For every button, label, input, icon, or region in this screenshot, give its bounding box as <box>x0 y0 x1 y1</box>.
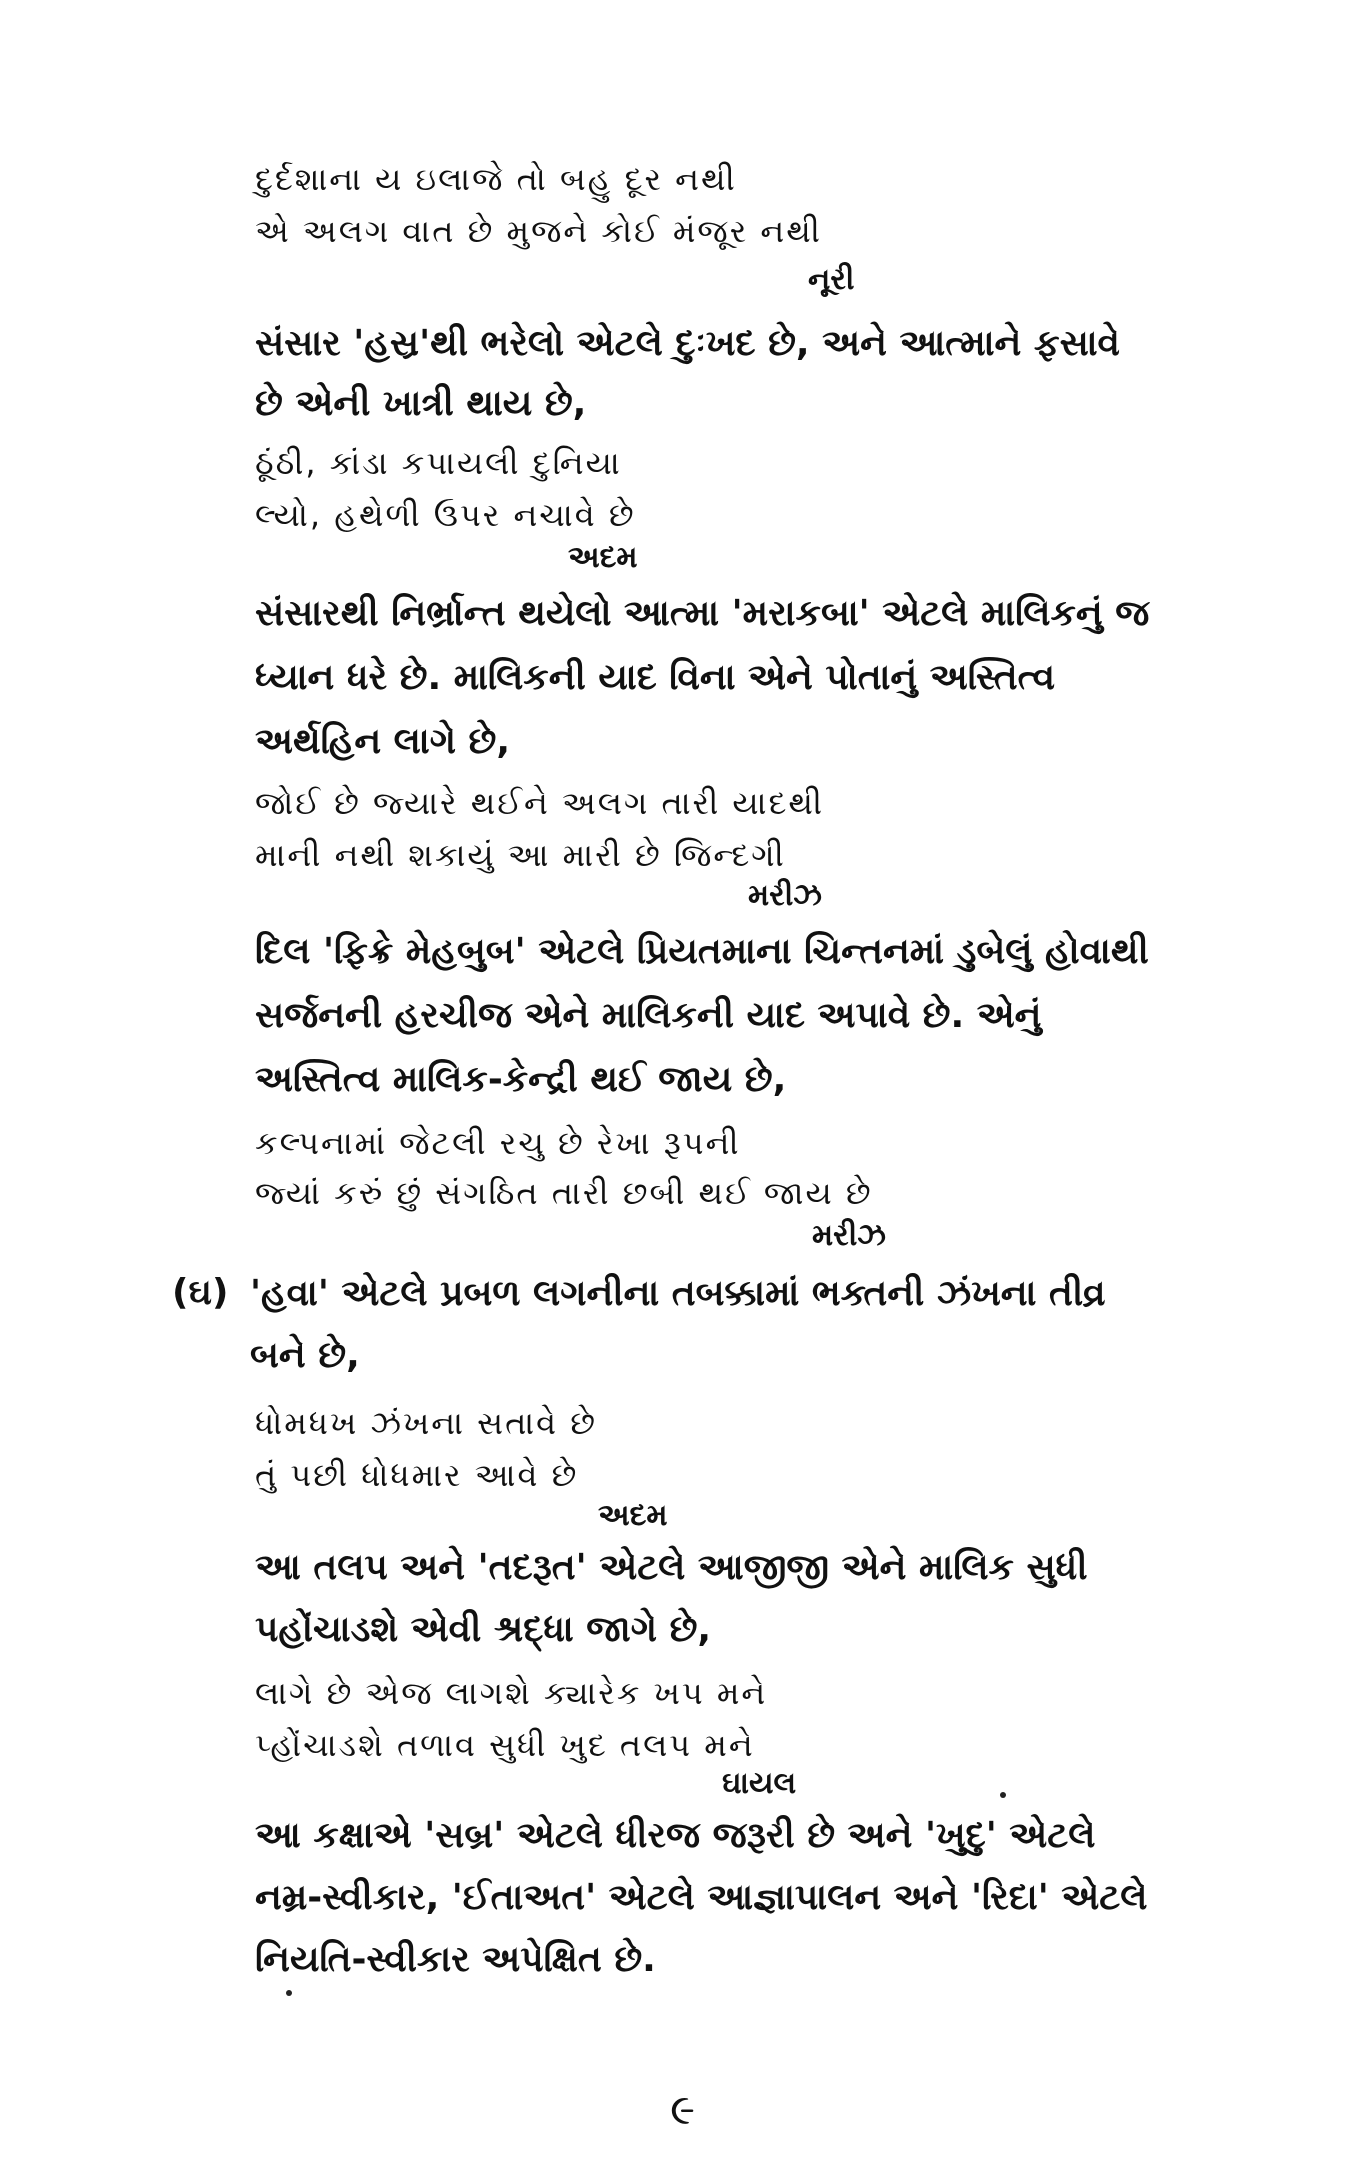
poem-line: માની નથી શકાયું આ મારી છે જિન્દગી <box>255 836 786 874</box>
poem-line: તું પછી ધોધમાર આવે છે <box>255 1456 579 1494</box>
prose-line: આ તલપ અને 'તદરૂત' એટલે આજીજી એને માલિક સુધી <box>255 1547 1088 1588</box>
poem-couplet <box>255 1674 767 1778</box>
prose-line: સંસાર 'હસ્ર'થી ભરેલો એટલે દુઃખદ છે, અને આત્માને ફસાવે <box>255 323 1120 364</box>
prose-paragraph <box>255 322 1120 442</box>
poem-line: કલ્પનામાં જેટલી રચુ છે રેખા રૂપની <box>255 1124 741 1162</box>
prose-line: સંસારથી નિર્ભ્રાન્ત થયેલો આત્મા 'મરાકબા' એટલે માલિકનું જ <box>255 593 1150 634</box>
poem-couplet <box>255 160 822 264</box>
poem-line: જ્યાં કરું છું સંગઠિત તારી છબી થઈ જાય છે <box>255 1174 873 1212</box>
poem-couplet <box>255 1404 597 1508</box>
poem-line: લાગે છે એજ લાગશે ક્યારેક ખપ મને <box>255 1674 768 1712</box>
page-number: ૯ <box>670 2085 695 2134</box>
poem-couplet <box>255 444 636 548</box>
poem-line: એ અલગ વાત છે મુજને કોઈ મંજૂર નથી <box>255 212 822 250</box>
ink-speck <box>1000 1792 1006 1798</box>
prose-line: અસ્તિત્વ માલિક-કેન્દ્રી થઈ જાય છે, <box>255 1059 787 1100</box>
prose-line: આ કક્ષાએ 'સબ્ર' એટલે ધીરજ જરૂરી છે અને 'ખુદુ' એટલે <box>255 1815 1096 1856</box>
prose-paragraph <box>255 1546 1088 1670</box>
poem-line: લ્યો, હથેળી ઉપર નચાવે છે <box>255 496 636 534</box>
poem-couplet <box>255 1124 873 1224</box>
prose-paragraph <box>255 930 1149 1122</box>
section-marker: (ઘ) <box>172 1272 229 1313</box>
poem-line: ઠૂંઠી, કાંડા કપાયલી દુનિયા <box>255 444 622 482</box>
poet-attribution: નૂરી <box>808 262 855 297</box>
prose-line: નિયતિ-સ્વીકાર અપેક્ષિત છે. <box>255 1939 656 1980</box>
prose-line: નમ્ર-સ્વીકાર, 'ઈતાઅત' એટલે આજ્ઞાપાલન અને 'રિદા' એટલે <box>255 1877 1148 1918</box>
prose-line: બને છે, <box>250 1335 360 1376</box>
prose-line: પહોંચાડશે એવી શ્રદ્ધા જાગે છે, <box>255 1609 712 1650</box>
prose-line: અર્થહિન લાગે છે, <box>255 721 511 762</box>
prose-line: દિલ 'ફિક્રે મેહબુબ' એટલે પ્રિયતમાના ચિન્તનમાં ડુબેલું હોવાથી <box>255 931 1149 972</box>
ink-speck <box>286 1990 292 1996</box>
prose-line: છે એની ખાત્રી થાય છે, <box>255 383 587 424</box>
prose-paragraph <box>255 592 1149 784</box>
prose-paragraph <box>250 1272 1106 1396</box>
poem-line: દુર્દશાના ય ઇલાજે તો બહુ દૂર નથી <box>255 160 737 198</box>
prose-line: સર્જનની હરચીજ એને માલિકની યાદ અપાવે છે. એનું <box>255 995 1042 1036</box>
poet-attribution: અદમ <box>598 1498 668 1533</box>
poem-couplet <box>255 784 824 888</box>
poet-attribution: મરીઝ <box>812 1218 886 1253</box>
poet-attribution: મરીઝ <box>748 878 822 913</box>
prose-paragraph <box>255 1814 1147 2000</box>
poem-line: પ્હોંચાડશે તળાવ સુધી ખુદ તલપ મને <box>255 1726 755 1764</box>
poem-line: જોઈ છે જ્યારે થઈને અલગ તારી યાદથી <box>255 784 825 822</box>
poem-line: ધોમધખ ઝંખના સતાવે છે <box>255 1404 597 1442</box>
prose-line: ધ્યાન ધરે છે. માલિકની યાદ વિના એને પોતાનું અસ્તિત્વ <box>255 657 1056 698</box>
prose-line: 'હવા' એટલે પ્રબળ લગનીના તબક્કામાં ભક્તની ઝંખના તીવ્ર <box>250 1273 1106 1314</box>
poet-attribution: અદમ <box>568 540 638 575</box>
poet-attribution: ઘાયલ <box>722 1766 797 1801</box>
